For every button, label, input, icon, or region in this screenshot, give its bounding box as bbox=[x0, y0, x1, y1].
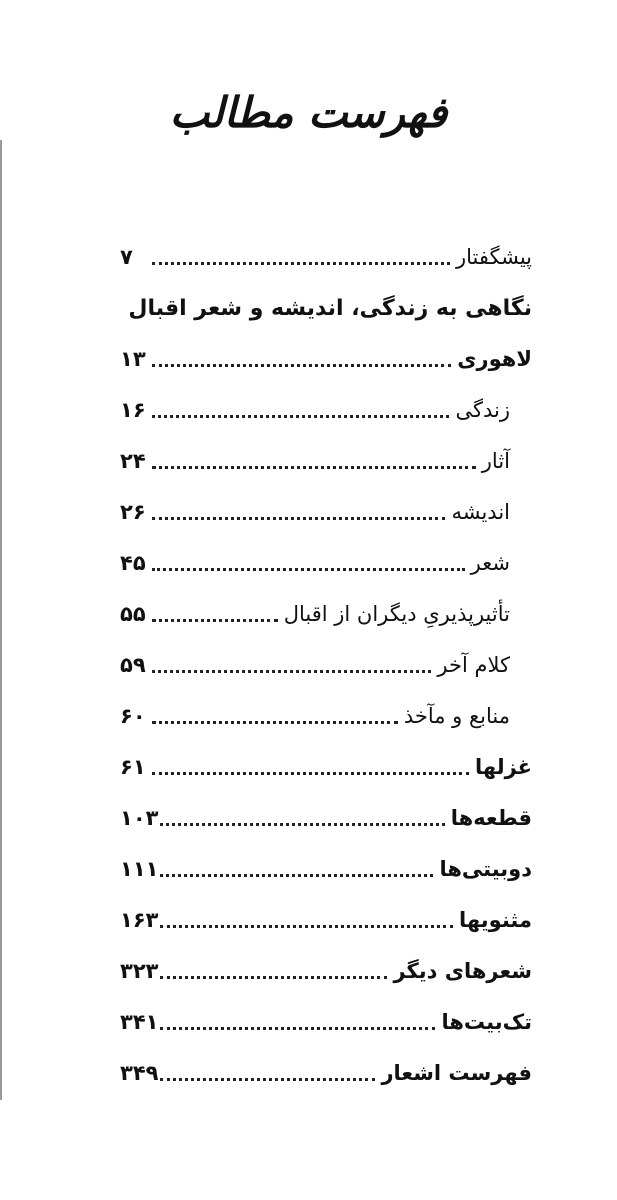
toc-entry-label: دوبیتی‌ها bbox=[439, 857, 532, 881]
toc-dot-leader bbox=[152, 466, 476, 469]
toc-entry bbox=[120, 538, 532, 589]
toc-entry-label: اندیشه bbox=[451, 500, 510, 524]
toc-entry bbox=[120, 742, 532, 793]
toc-entry-page-number: ۴۵ bbox=[120, 551, 146, 575]
toc-dot-leader bbox=[152, 568, 465, 571]
toc-entry-label: غزلها bbox=[474, 755, 532, 779]
toc-entry-page-number: ۶۱ bbox=[120, 755, 146, 779]
page-title: فهرست مطالب bbox=[169, 88, 448, 137]
toc-entry bbox=[120, 946, 532, 997]
toc-entry-page-number: ۱۳ bbox=[120, 347, 146, 371]
toc-dot-leader bbox=[152, 415, 449, 418]
toc-dot-leader bbox=[160, 823, 444, 826]
toc-dot-leader bbox=[160, 1027, 435, 1030]
toc-entry-label: شعرهای دیگر bbox=[393, 959, 532, 983]
toc-entry-label: شعر bbox=[470, 551, 510, 575]
toc-entry-page-number: ۲۶ bbox=[120, 500, 146, 524]
toc-entry bbox=[120, 895, 532, 946]
table-of-contents bbox=[120, 232, 532, 1099]
toc-entry bbox=[120, 487, 532, 538]
page-binding-edge bbox=[0, 140, 2, 1100]
toc-entry bbox=[120, 640, 532, 691]
toc-entry-page-number: ۳۴۱ bbox=[120, 1010, 159, 1034]
toc-entry-label: منابع و مآخذ bbox=[403, 704, 510, 728]
toc-entry-page-number: ۵۵ bbox=[120, 602, 146, 626]
toc-entry-page-number: ۶۰ bbox=[120, 704, 146, 728]
toc-entry bbox=[120, 844, 532, 895]
toc-entry bbox=[120, 1048, 532, 1099]
toc-entry-label: قطعه‌ها bbox=[450, 806, 532, 830]
toc-entry-label: لاهوری bbox=[457, 347, 532, 371]
toc-entry-page-number: ۳۲۳ bbox=[120, 959, 159, 983]
toc-dot-leader bbox=[152, 364, 451, 367]
toc-entry bbox=[120, 997, 532, 1048]
toc-entry bbox=[120, 589, 532, 640]
toc-entry-label: زندگی bbox=[455, 398, 510, 422]
toc-dot-leader bbox=[152, 619, 278, 622]
toc-entry bbox=[120, 283, 532, 334]
toc-entry-page-number: ۵۹ bbox=[120, 653, 146, 677]
toc-entry-page-number: ۲۴ bbox=[120, 449, 146, 473]
toc-entry-label: نگاهی به زندگی، اندیشه و شعر اقبال bbox=[128, 295, 532, 321]
toc-dot-leader bbox=[152, 772, 469, 775]
toc-dot-leader bbox=[160, 874, 433, 877]
toc-entry-page-number: ۱۶۳ bbox=[120, 908, 159, 932]
toc-dot-leader bbox=[152, 670, 431, 673]
toc-entry-page-number: ۱۶ bbox=[120, 398, 146, 422]
toc-entry-page-number: ۱۱۱ bbox=[120, 857, 159, 881]
toc-entry bbox=[120, 436, 532, 487]
toc-entry-label: مثنویها bbox=[459, 908, 532, 932]
toc-entry-page-number: ۳۴۹ bbox=[120, 1061, 159, 1085]
toc-entry-page-number: ۱۰۳ bbox=[120, 806, 159, 830]
toc-entry-label: پیشگفتار bbox=[455, 245, 532, 269]
toc-entry bbox=[120, 691, 532, 742]
toc-entry-label: آثار bbox=[481, 449, 510, 473]
toc-entry bbox=[120, 385, 532, 436]
toc-entry-label: تک‌بیت‌ها bbox=[441, 1010, 532, 1034]
toc-entry bbox=[120, 793, 532, 844]
toc-dot-leader bbox=[160, 925, 453, 928]
toc-dot-leader bbox=[160, 976, 387, 979]
toc-entry bbox=[120, 232, 532, 283]
toc-dot-leader bbox=[160, 1078, 375, 1081]
toc-entry-label: فهرست اشعار bbox=[381, 1061, 532, 1085]
toc-entry-label: تأثیرپذیریِ دیگران از اقبال bbox=[283, 602, 510, 626]
toc-entry-page-number: ۷ bbox=[120, 245, 133, 269]
toc-dot-leader bbox=[152, 517, 445, 520]
toc-dot-leader bbox=[152, 262, 450, 265]
toc-entry bbox=[120, 334, 532, 385]
toc-dot-leader bbox=[152, 721, 398, 724]
toc-entry-label: کلام آخر bbox=[437, 653, 510, 677]
